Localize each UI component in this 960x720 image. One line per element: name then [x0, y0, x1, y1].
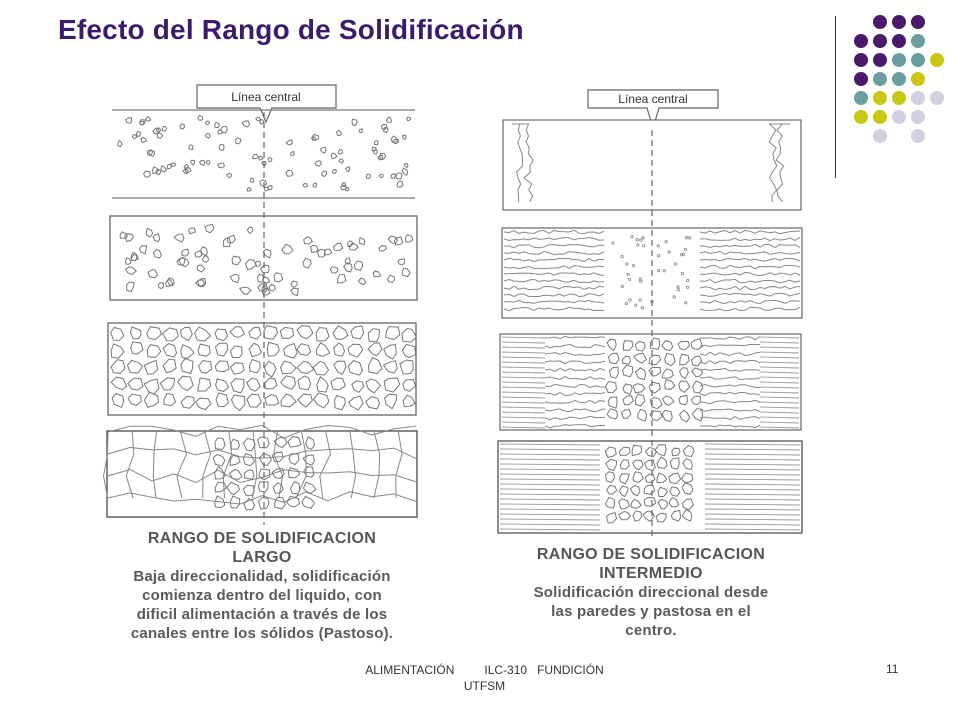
footer-course: ALIMENTACIÓN ILC-310 FUNDICIÓN: [365, 663, 604, 677]
left-caption-line: dificil alimentación a través de los: [136, 606, 388, 623]
left-centerline-label: Línea central: [231, 90, 301, 104]
left-caption-subheading: LARGO: [232, 549, 292, 566]
right-caption-heading: RANGO DE SOLIDIFICACION: [536, 546, 766, 563]
right-stage-3: [500, 334, 801, 430]
left-caption: [92, 529, 432, 643]
right-figure: [498, 90, 802, 540]
left-caption-line: comienza dentro del liquido, con: [142, 587, 382, 604]
footer-university: UTFSM: [463, 679, 506, 693]
left-caption-line: Baja direccionalidad, solidificación: [133, 568, 391, 585]
slide-footer: [352, 662, 617, 694]
right-caption-line: las paredes y pastosa en el: [551, 603, 751, 620]
right-caption-subheading: INTERMEDIO: [599, 565, 703, 582]
right-caption-line: centro.: [625, 622, 677, 639]
right-caption-line: Solidificación direccional desde: [533, 584, 769, 601]
right-centerline-label: Línea central: [618, 92, 688, 106]
left-caption-line: canales entre los sólidos (Pastoso).: [130, 625, 394, 642]
right-caption: [496, 545, 806, 640]
left-figure: [104, 85, 417, 525]
left-caption-heading: RANGO DE SOLIDIFICACION: [147, 530, 377, 547]
page-number: 11: [886, 662, 899, 676]
left-stage-3: [108, 323, 416, 415]
left-stage-4: [104, 425, 417, 517]
slide-title: Efecto del Rango de Solidificación: [58, 14, 524, 45]
right-stage-4: [498, 441, 802, 533]
